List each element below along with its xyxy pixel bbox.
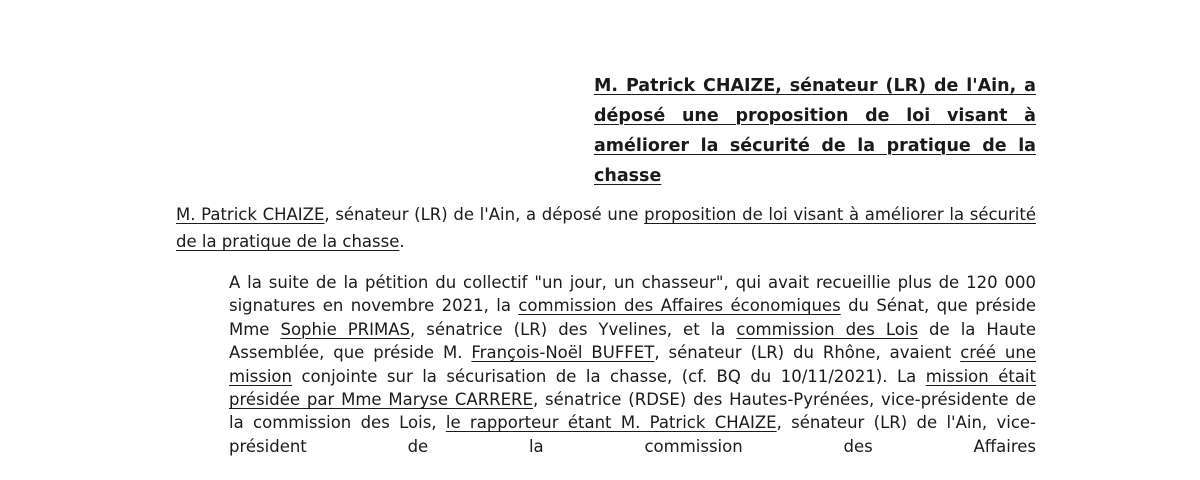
- economic-affairs-committee-link[interactable]: commission des Affaires économiques: [518, 296, 841, 316]
- senator-name-link[interactable]: M. Patrick CHAIZE: [176, 205, 325, 224]
- laws-committee-link[interactable]: commission des Lois: [736, 319, 919, 339]
- body-text: , sénatrice (RDSE) des Hautes-Pyrénées, vice-présidente de la commission des Lois,: [229, 390, 1036, 433]
- body-text: du Sénat, que préside Mme: [229, 296, 1036, 339]
- body-text: , sénateur (LR) de l'Ain, vice-président de la commission des Affaires: [229, 413, 1036, 456]
- summary-text: , sénateur (LR) de l'Ain, a déposé une: [324, 205, 645, 224]
- mission-created-link[interactable]: créé une mission: [229, 343, 1036, 386]
- body-text: de la Haute Assemblée, que préside M.: [229, 319, 1036, 363]
- mission-chair-link[interactable]: mission était présidée par Mme Maryse CARRERE: [229, 366, 1036, 410]
- sophie-primas-link[interactable]: Sophie PRIMAS: [280, 319, 411, 339]
- body-text: , sénateur (LR) du Rhône, avaient: [654, 343, 961, 363]
- body-paragraph: [229, 271, 1036, 458]
- body-text: A la suite de la pétition du collectif "un jour, un chasseur", qui avait recueillie plus de 120 000 signatures en novembre 2021, la: [229, 273, 1036, 316]
- summary-paragraph: [176, 201, 1036, 255]
- body-text: , sénatrice (LR) des Yvelines, et la: [410, 319, 737, 339]
- rapporteur-link[interactable]: le rapporteur étant M. Patrick CHAIZE: [445, 413, 777, 433]
- article-headline: M. Patrick CHAIZE, sénateur (LR) de l'Ain, a déposé une proposition de loi visant à améliorer la sécurité de la pratique de la chasse: [594, 76, 1036, 186]
- bill-link[interactable]: proposition de loi visant à améliorer la sécurité de la pratique de la chasse: [176, 205, 1036, 251]
- body-text: conjointe sur la sécurisation de la chasse, (cf. BQ du 10/11/2021). La: [292, 366, 926, 386]
- francois-noel-buffet-link[interactable]: François-Noël BUFFET: [471, 343, 655, 363]
- summary-end: .: [399, 232, 405, 251]
